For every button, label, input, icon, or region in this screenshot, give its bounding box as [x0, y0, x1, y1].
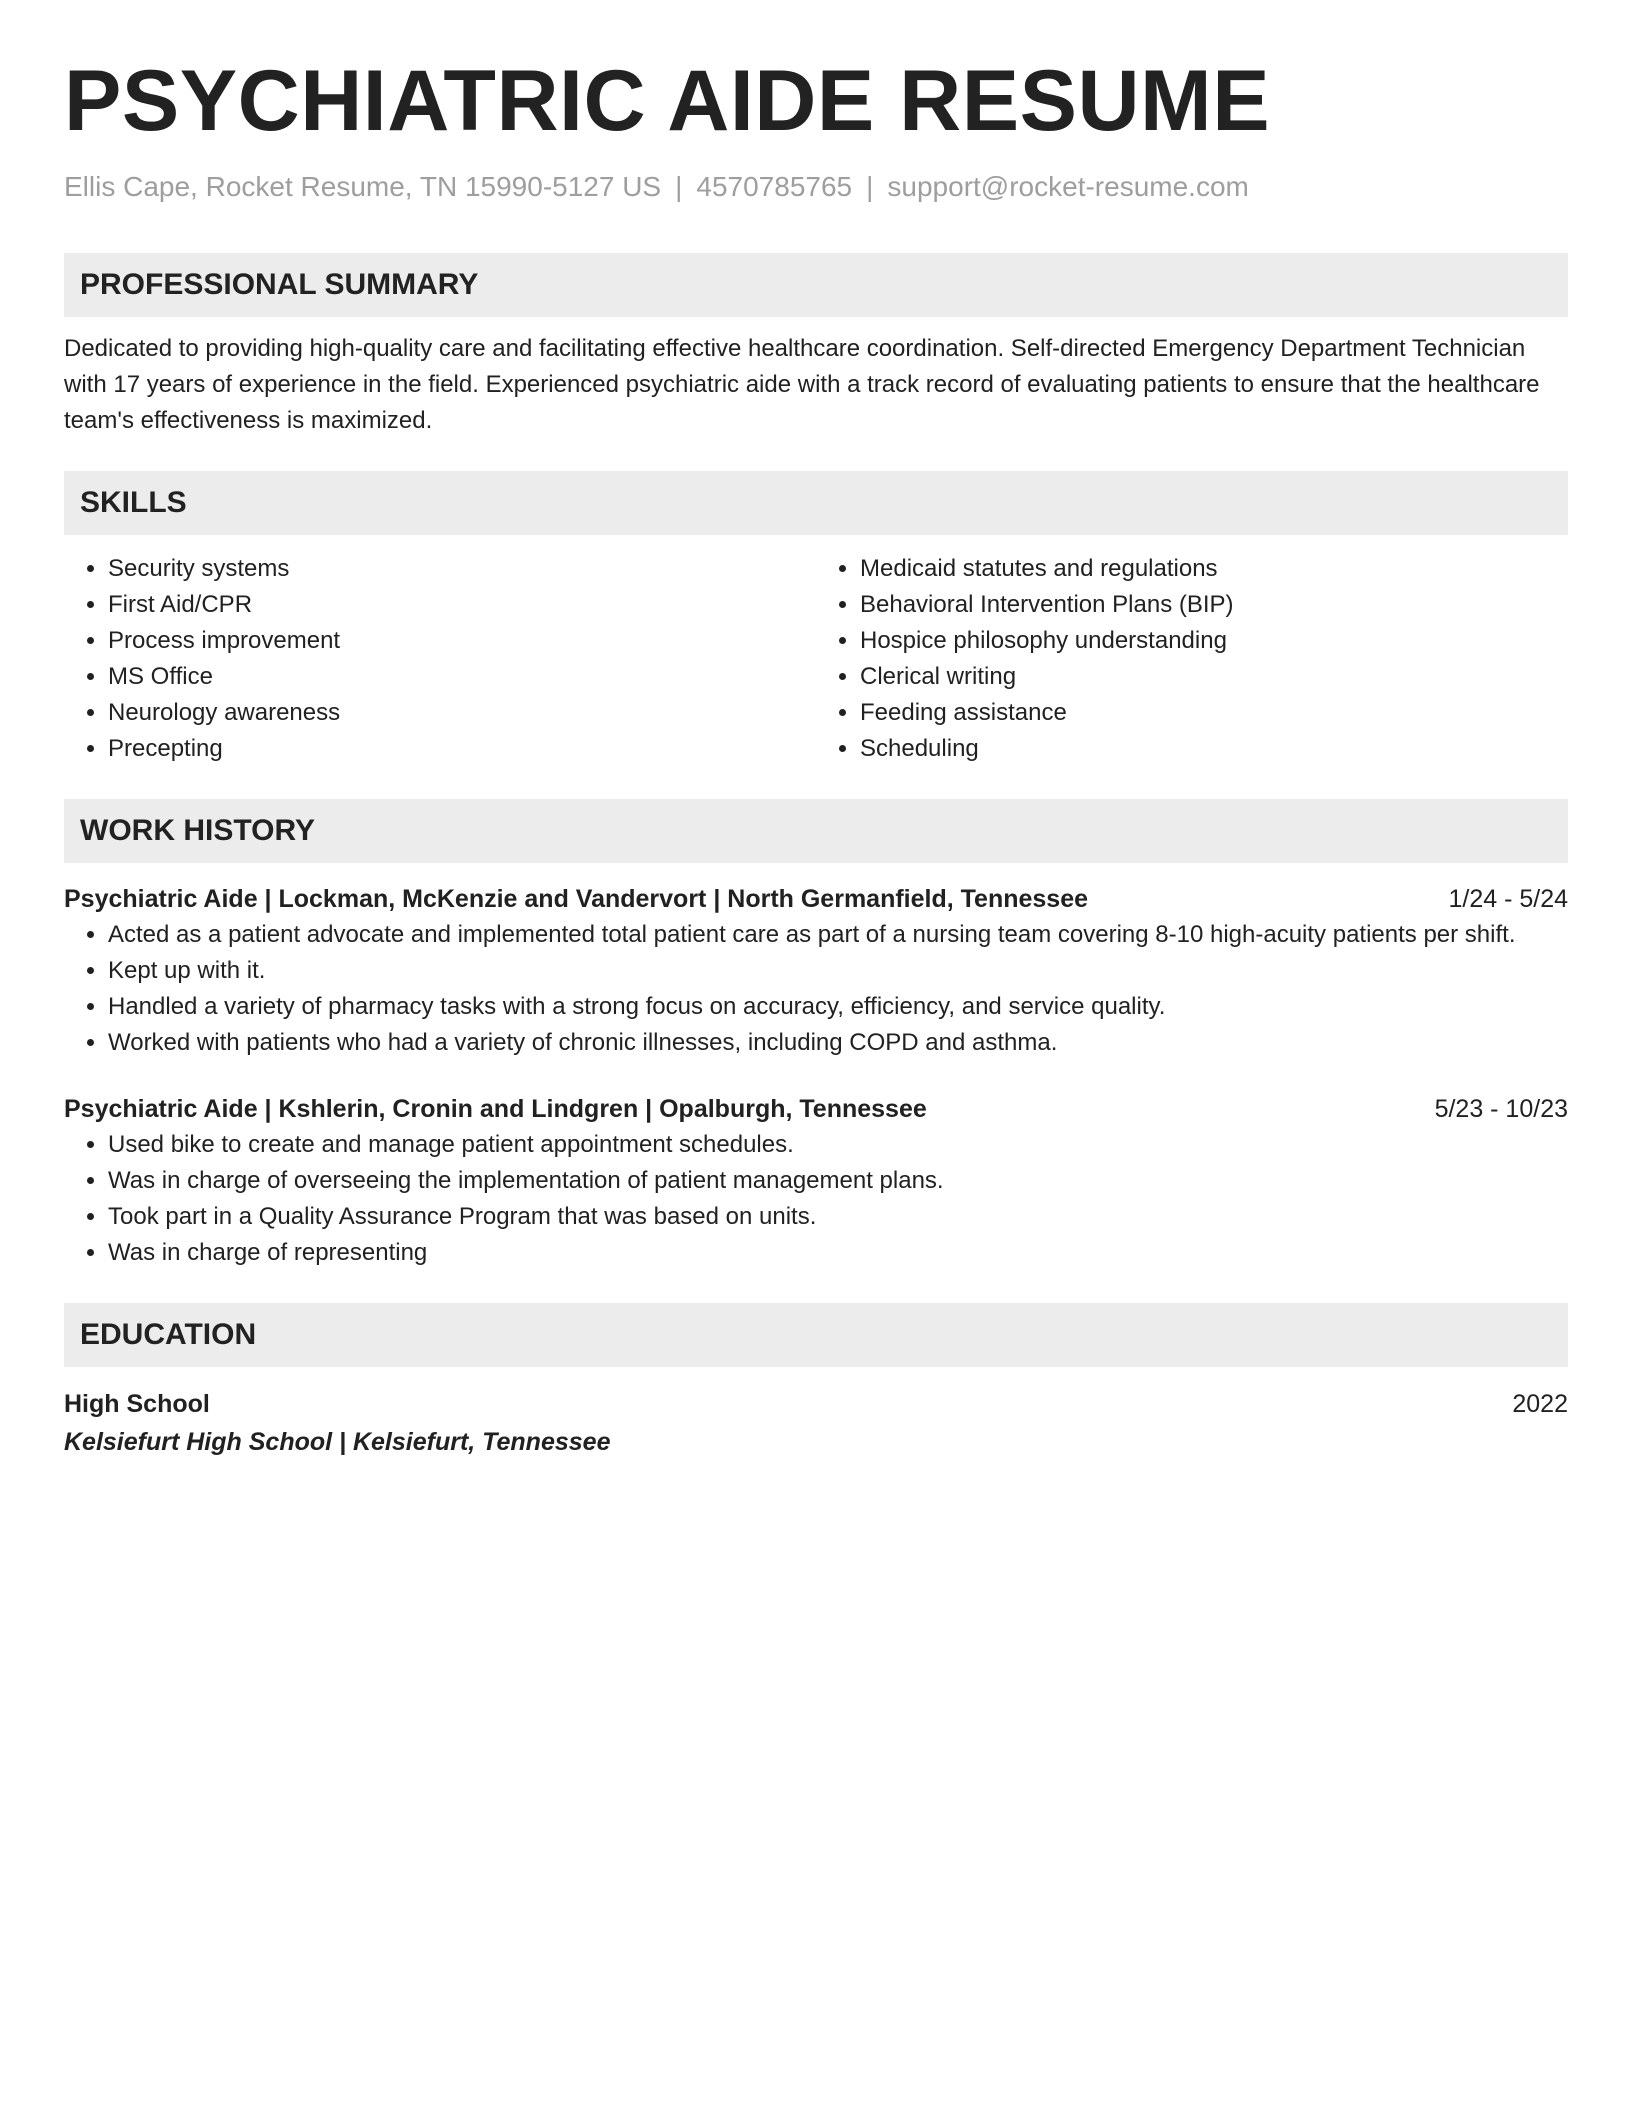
job-bullet: • Handled a variety of pharmacy tasks with a strong focus on accuracy, efficiency, and service quality. [108, 989, 1568, 1025]
skill-item: • Neurology awareness [108, 695, 816, 731]
resume-title: PSYCHIATRIC AIDE RESUME [64, 53, 1271, 149]
job-bullet: • Worked with patients who had a variety of chronic illnesses, including COPD and asthma. [108, 1025, 1568, 1061]
skill-item: • Medicaid statutes and regulations [860, 551, 1568, 587]
skill-item: • Precepting [108, 731, 816, 767]
education-school: Kelsiefurt High School | Kelsiefurt, Tennessee [64, 1427, 611, 1456]
job-title: Psychiatric Aide | Lockman, McKenzie and Vandervort | North Germanfield, Tennessee [64, 884, 1089, 913]
skills-column-left [64, 551, 816, 767]
education-degree: High School [64, 1389, 210, 1418]
job-bullet: • Used bike to create and manage patient appointment schedules. [108, 1127, 1568, 1163]
skill-item: • Process improvement [108, 623, 816, 659]
section-header-skills: SKILLS [64, 471, 1568, 535]
contact-email: support@rocket-resume.com [887, 170, 1249, 202]
skill-item: • First Aid/CPR [108, 587, 816, 623]
job-bullet: • Acted as a patient advocate and implemented total patient care as part of a nursing team covering 8-10 high-acuity patients per shift. [108, 917, 1568, 953]
contact-separator: | [675, 170, 683, 202]
skill-item: • MS Office [108, 659, 816, 695]
job-bullet: • Took part in a Quality Assurance Program that was based on units. [108, 1199, 1568, 1235]
section-header-summary: PROFESSIONAL SUMMARY [64, 253, 1568, 317]
job-bullet: • Kept up with it. [108, 953, 1568, 989]
contact-separator: | [866, 170, 874, 202]
skill-item: • Behavioral Intervention Plans (BIP) [860, 587, 1568, 623]
skills-column-right [816, 551, 1568, 767]
skill-item: • Scheduling [860, 731, 1568, 767]
skill-item: • Clerical writing [860, 659, 1568, 695]
education-year: 2022 [1512, 1389, 1568, 1418]
job-title: Psychiatric Aide | Kshlerin, Cronin and Lindgren | Opalburgh, Tennessee [64, 1094, 927, 1123]
section-header-work-history: WORK HISTORY [64, 799, 1568, 863]
job-bullet: • Was in charge of overseeing the implementation of patient management plans. [108, 1163, 1568, 1199]
summary-text: Dedicated to providing high-quality care and facilitating effective healthcare coordination. Self-directed Emergency Department Technician with 17 years of experience in the field. Experienced psychiatric aide with a track record of evaluating patients to ensure that the healthcare team's effectiveness is maximized. [64, 334, 1540, 434]
skill-item: • Feeding assistance [860, 695, 1568, 731]
contact-line [64, 169, 1568, 205]
contact-address: Ellis Cape, Rocket Resume, TN 15990-5127 US [64, 170, 662, 202]
job-entry-header [64, 1091, 1568, 1127]
job-bullets [64, 1127, 1568, 1271]
job-entry-header [64, 881, 1568, 917]
contact-phone: 4570785765 [696, 170, 853, 202]
skills-list [64, 551, 1568, 767]
education-entry-header [64, 1385, 1568, 1423]
section-header-education: EDUCATION [64, 1303, 1568, 1367]
job-dates: 5/23 - 10/23 [1434, 1094, 1568, 1123]
skill-item: • Security systems [108, 551, 816, 587]
skill-item: • Hospice philosophy understanding [860, 623, 1568, 659]
job-dates: 1/24 - 5/24 [1448, 884, 1568, 913]
job-bullets [64, 917, 1568, 1061]
job-bullet: • Was in charge of representing [108, 1235, 1568, 1271]
